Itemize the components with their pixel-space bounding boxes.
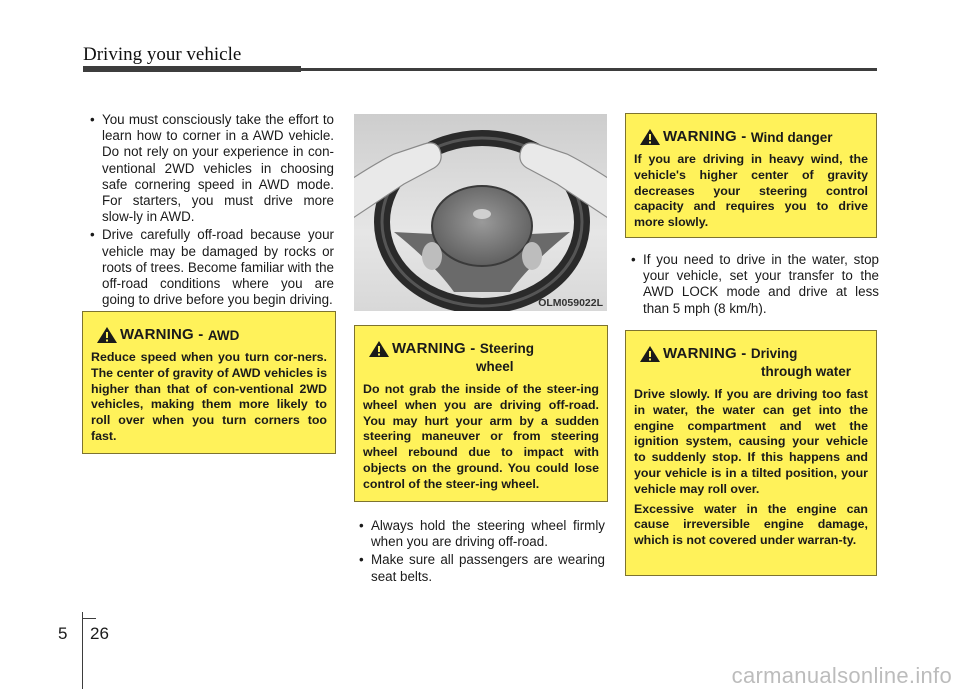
right-bullet-list — [629, 252, 879, 319]
left-bullet-list — [88, 112, 334, 310]
warning-body: If you are driving in heavy wind, the vehicle's higher center of gravity decreases your steering control capacity and requires you to drive more slowly. — [634, 152, 868, 230]
header-rule-thin — [301, 68, 877, 71]
warning-box-awd — [82, 311, 336, 454]
watermark-text: carmanualsonline.info — [731, 663, 952, 688]
warning-subject: Steering — [479, 341, 534, 356]
warning-box-wind-danger — [625, 113, 877, 238]
warning-subject: Driving — [750, 346, 798, 361]
warning-heading — [634, 128, 868, 146]
footer-rule-horizontal — [82, 618, 96, 619]
warning-heading — [634, 345, 868, 381]
warning-label: WARNING - — [663, 345, 747, 362]
warning-box-driving-through-water — [625, 330, 877, 576]
warning-triangle-icon — [366, 340, 392, 358]
warning-label: WARNING - — [663, 128, 747, 145]
figure-code: OLM059022L — [538, 297, 603, 309]
middle-bullet-list — [357, 518, 605, 587]
warning-box-steering-wheel — [354, 325, 608, 502]
warning-triangle-icon — [637, 128, 663, 146]
warning-triangle-icon — [94, 326, 120, 344]
list-item: • If you need to drive in the water, stop your vehicle, set your transfer to the AWD LOCK mode and drive at less than 5 mph (8 km/h). — [629, 252, 879, 317]
warning-paragraph: Drive slowly. If you are driving too fast in water, the water can get into the engine compartment and wet the ignition system, causing your vehicle to suddenly stop. If this happens and your vehicle is in a tilted position, your vehicle may roll over. — [634, 387, 868, 496]
warning-subject-cont: wheel — [476, 359, 514, 374]
warning-heading — [363, 340, 599, 376]
list-item: • Make sure all passengers are wearing seat belts. — [357, 552, 605, 584]
list-item: • Drive carefully off-road because your vehicle may be damaged by rocks or roots of trees. Become familiar with the off-road conditions where you are going to drive before you begin driving. — [88, 227, 334, 308]
warning-paragraph: Excessive water in the engine can cause irreversible engine damage, which is not covered under warran-ty. — [634, 501, 868, 548]
warning-body: Do not grab the inside of the steer-ing wheel when you are driving off-road. You may hurt your arm by a sudden steering maneuver or from steering wheel rebound due to impact with objects on the ground. You could lose control of the steer-ing wheel. — [363, 382, 599, 491]
list-item: • You must consciously take the effort to learn how to corner in a AWD vehicle. Do not rely on your experience in con-ventional 2WD vehicles in choosing safe cornering speed in AWD mode. For starters, you must drive more slow-ly in AWD. — [88, 112, 334, 225]
warning-heading — [91, 326, 327, 344]
warning-triangle-icon — [637, 345, 663, 363]
warning-body — [634, 387, 868, 549]
list-item: • Always hold the steering wheel firmly when you are driving off-road. — [357, 518, 605, 550]
footer-rule-vertical — [82, 612, 83, 689]
steering-wheel-icon — [354, 114, 607, 311]
warning-body: Reduce speed when you turn cor-ners. The center of gravity of AWD vehicles is higher than that of con-ventional 2WD vehicles, making them more likely to roll over when you turn corners too fast. — [91, 350, 327, 443]
steering-wheel-illustration — [354, 114, 607, 311]
section-number: 5 — [58, 624, 68, 643]
page-header-title: Driving your vehicle — [83, 44, 242, 65]
header-rule-thick — [83, 66, 301, 72]
warning-label: WARNING - — [392, 340, 476, 357]
warning-subject: Wind danger — [750, 130, 833, 145]
warning-subject: AWD — [207, 328, 240, 343]
page-number: 26 — [90, 624, 109, 643]
warning-subject-cont: through water — [761, 364, 851, 379]
warning-label: WARNING - — [120, 326, 204, 343]
